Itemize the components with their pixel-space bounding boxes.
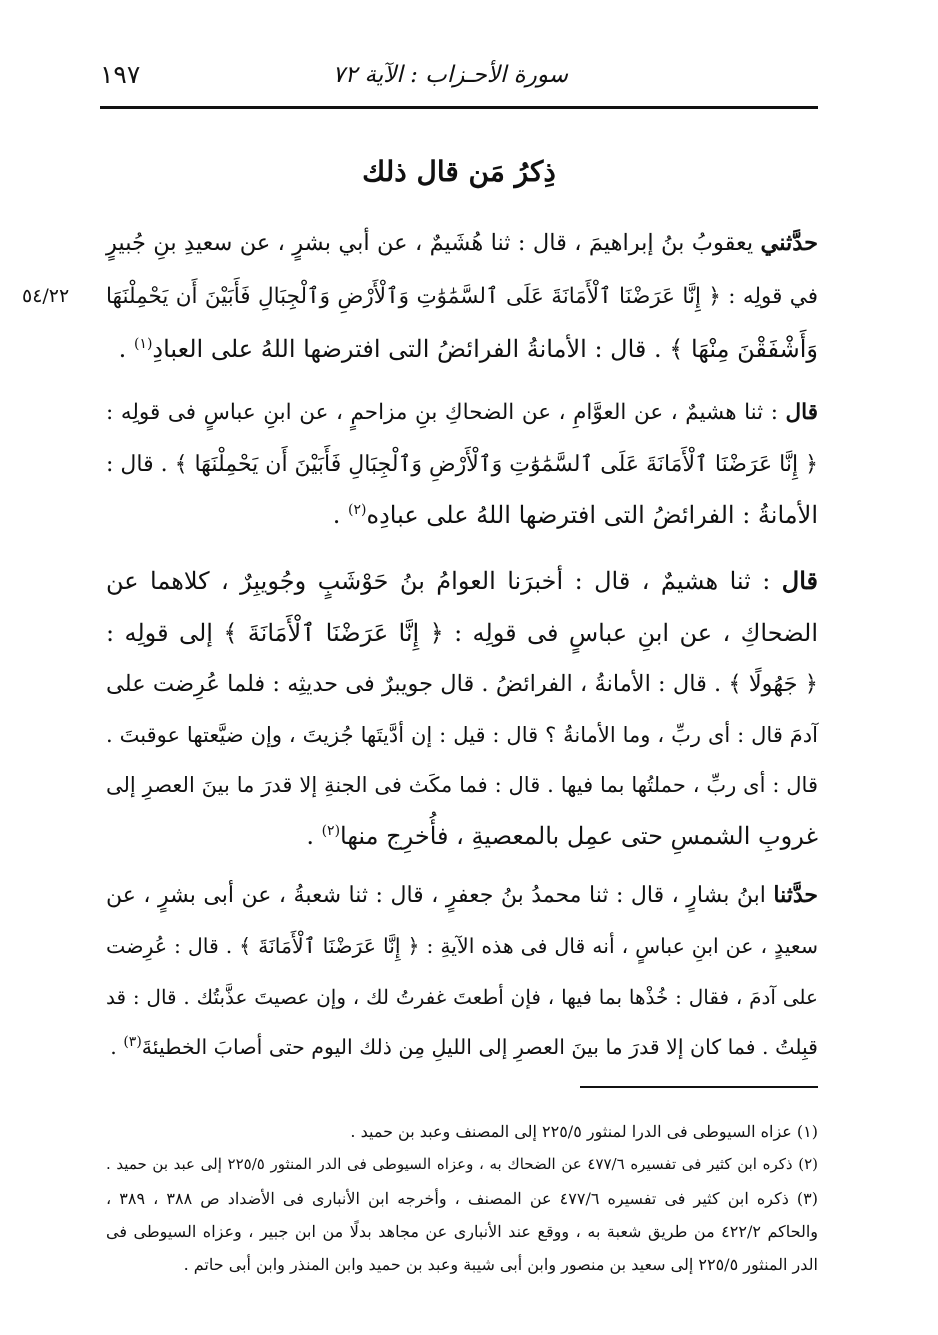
paragraph-4-line-2: سعيدٍ ، عن ابنِ عباسٍ ، أنه قال فى هذه الآيةِ : ﴿ إِنَّا عَرَضْنَا ٱلْأَمَانَةَ ﴾ . قال : عُرِضت [106,934,818,958]
paragraph-4-line-1: حدَّثنا ابنُ بشارٍ ، قال : ثنا محمدُ بنُ جعفرٍ ، قال : ثنا شعبةُ ، عن أبى بشرٍ ، عن [106,882,818,908]
section-heading: ذِكرُ مَن قال ذلك [362,155,556,188]
footnote-3-line-2: والحاكم ٤٢٢/٢ من طريق شعبة به ، ووقع عند الأنبارى عن مجاهد بدلًا من ابن جبير ، وعزاه السيوطى فى [106,1222,818,1241]
paragraph-3-line-5: قال : أى ربِّ ، حملتُها بما فيها . قال : فما مكَث فى الجنةِ إلا قدرَ ما بينَ العصرِ إلى [106,773,818,797]
footnote-rule [580,1086,818,1088]
narration-lead: قال [781,566,818,595]
paragraph-3-line-1: قال : ثنا هشيمٌ ، قال : أخبرَنا العوامُ بنُ حَوْشَبٍ وجُويبِرٌ ، كلاهما عن [106,566,818,595]
narration-lead: قال [785,400,818,425]
footnote-ref: (٢) [321,823,341,839]
footnote-3-line-3: الدر المنثور ٢٢٥/٥ إلى سعيد بن منصور وابن أبى شيبة وعبد بن حميد وابن المنذر وابن أبى حاتم . [183,1255,818,1274]
narration-lead: حدَّثنا [773,882,818,908]
paragraph-2-line-3: الأمانةُ : الفرائضُ التى افترضها اللهُ على عبادِه$^{(٢)}$ . [332,501,818,529]
footnote-ref: (٢) [348,502,367,518]
paragraph-3-line-4: آدمَ قال : أى ربِّ ، وما الأمانةُ ؟ قال : قيل : إن أدَّيتَها جُزيتَ ، وإن ضيَّعتها عوقبتَ . [106,723,818,747]
footnote-2: (٢) ذكره ابن كثير فى تفسيره ٤٧٧/٦ عن الضحاك به ، وعزاه السيوطى فى الدر المنثور ٢٢٥/٥ إلى عبد بن حميد . [106,1155,818,1173]
paragraph-4-line-4: قبِلتُ . فما كان إلا قدرَ ما بينَ العصرِ إلى الليلِ مِن ذلك اليوم حتى أصابَ الخطيئةَ$^{(٣)}$ . [110,1034,818,1059]
paragraph-3-line-3: ﴿ جَهُولًا ﴾ . قال : الأمانةُ ، الفرائضُ . قال جويبرٌ فى حديثِه : فلما عُرِضت على [106,671,818,697]
narration-lead: حدَّثني [760,230,818,256]
paragraph-1-line-2: في قولِه : ﴿ إِنَّا عَرَضْنَا ٱلْأَمَانَةَ عَلَى ٱلسَّمَٰوَٰتِ وَٱلْأَرْضِ وَٱلْجِبَالِ فَأَبَيْنَ أَن يَحْمِلْنَهَا [106,284,818,309]
paragraph-3-line-6: غروبِ الشمسِ حتى عمِل بالمعصيةِ ، فأُخرِج منها$^{(٢)}$ . [306,822,818,850]
page-number: ١٩٧ [100,60,141,89]
header-rule [100,106,818,109]
paragraph-1-line-1: حدَّثني يعقوبُ بنُ إبراهيمَ ، قال : ثنا هُشَيمٌ ، عن أبي بشرٍ ، عن سعيدِ بنِ جُبيرٍ [106,230,818,256]
footnote-ref: (١) [133,336,153,352]
footnote-ref: (٣) [123,1034,142,1051]
paragraph-2-line-1: قال : ثنا هشيمٌ ، عن العوَّامِ ، عن الضحاكِ بنِ مزاحمٍ ، عن ابنِ عباسٍ فى قولِه : [106,400,818,425]
footnote-3-line-1: (٣) ذكره ابن كثير فى تفسيره ٤٧٧/٦ عن المصنف ، وأخرجه ابن الأنبارى فى الأضداد ص ٣٨٨ ، ٣٨٩ ، [106,1189,819,1208]
paragraph-2-line-2: ﴿ إِنَّا عَرَضْنَا ٱلْأَمَانَةَ عَلَى ٱلسَّمَٰوَٰتِ وَٱلْأَرْضِ وَٱلْجِبَالِ فَأَبَيْنَ أَن يَحْمِلْنَهَا ﴾ . قال : [106,452,818,477]
paragraph-4-line-3: على آدمَ ، فقال : خُذْها بما فيها ، فإن أطعتَ غفرتُ لك ، وإن عصيتَ عذَّبتُك . قال : قد [106,985,818,1009]
paragraph-1-line-3: وَأَشْفَقْنَ مِنْهَا ﴾ . قال : الأمانةُ الفرائضُ التى افترضها اللهُ على العبادِ$^{(١)}$ . [118,335,818,363]
paragraph-3-line-2: الضحاكِ ، عن ابنِ عباسٍ فى قولِه : ﴿ إِنَّا عَرَضْنَا ٱلْأَمَانَةَ ﴾ إلى قولِه : [106,619,818,647]
running-header-title: سورة الأحـزاب : الآية ٧٢ [332,62,568,88]
footnote-1: (١) عزاه السيوطى فى الدرا لمنثور ٢٢٥/٥ إلى المصنف وعبد بن حميد . [350,1122,818,1141]
margin-reference: ٥٤/٢٢ [22,285,70,307]
